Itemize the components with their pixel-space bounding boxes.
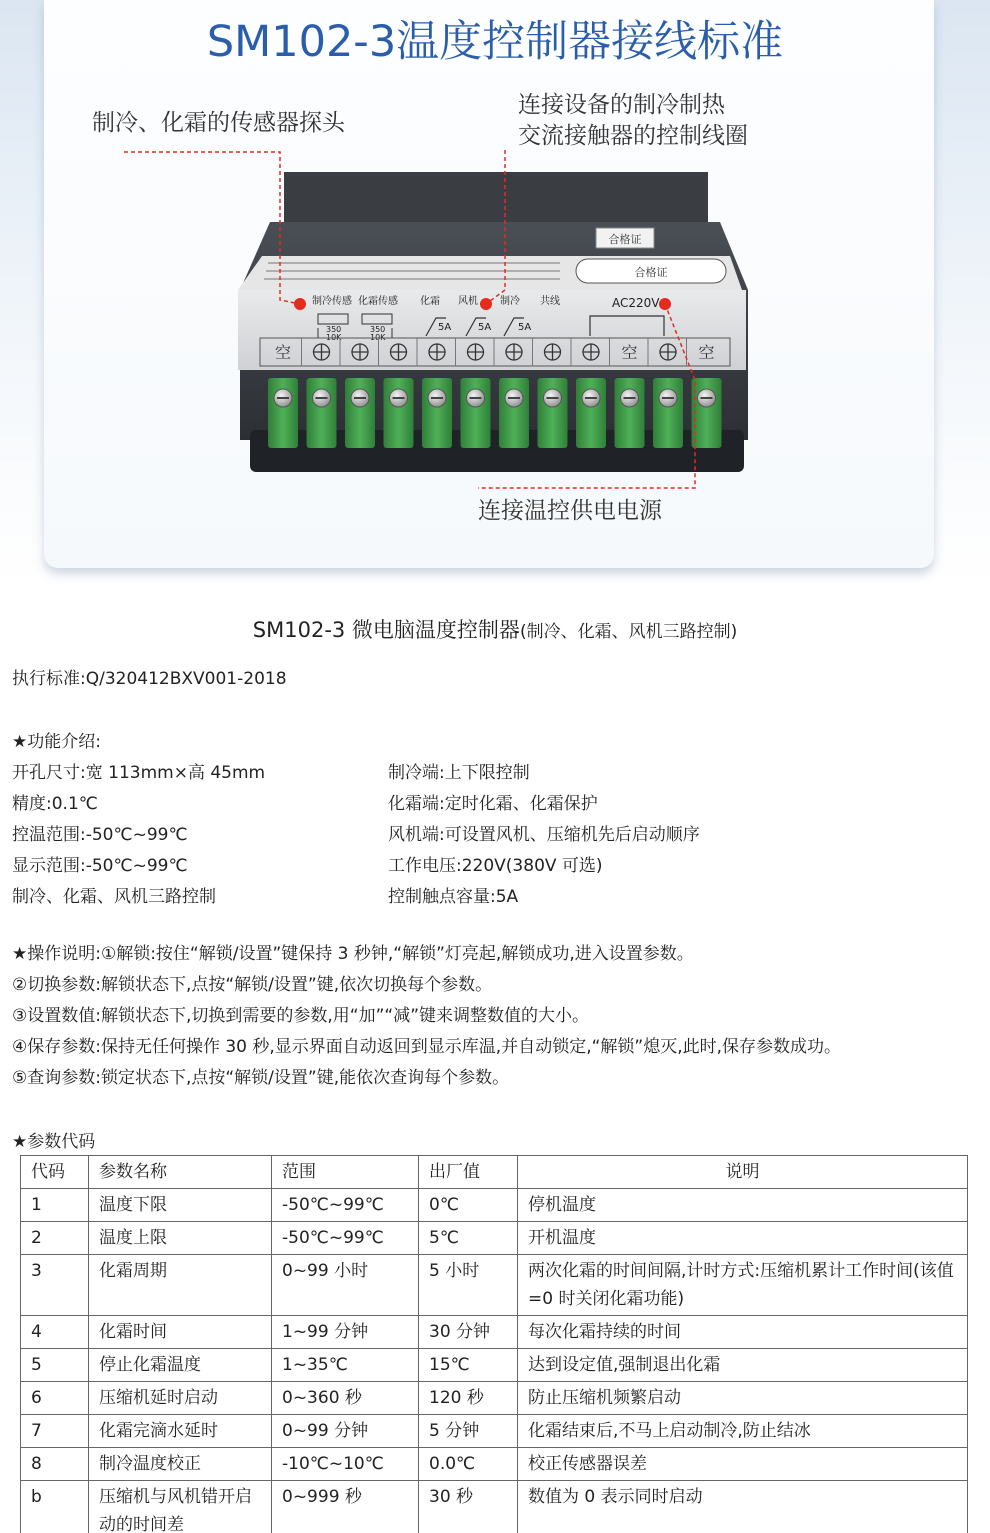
rating-defrost: 5A (438, 322, 452, 333)
cell-name: 停止化霜温度 (89, 1349, 272, 1382)
screw-terminal (307, 378, 337, 448)
cell-name: 压缩机与风机错开启动的时间差 (89, 1481, 272, 1533)
operation-step-1: ★操作说明:①解锁:按住“解锁/设置”键保持 3 秒钟,“解锁”灯亮起,解锁成功,进入设置参数。 (12, 944, 694, 964)
label-ac220v: AC220V (612, 296, 660, 310)
feature-left-4: 制冷、化霜、风机三路控制 (12, 887, 216, 907)
table-row (21, 1382, 968, 1415)
label-common-line: 共线 (540, 296, 560, 307)
housing-top (284, 172, 708, 222)
cell-description: 数值为 0 表示同时启动 (518, 1481, 968, 1533)
screw-terminal (422, 378, 452, 448)
callout-coil-line1: 连接设备的制冷制热 (518, 92, 725, 118)
cell-code: 5 (21, 1349, 89, 1382)
table-row (21, 1448, 968, 1481)
screw-terminal (576, 378, 606, 448)
cell-description: 达到设定值,强制退出化霜 (518, 1349, 968, 1382)
cell-default: 30 分钟 (419, 1316, 518, 1349)
res1-value-a: 350 (326, 325, 342, 334)
table-row (21, 1481, 968, 1533)
cell-description: 防止压缩机频繁启动 (518, 1382, 968, 1415)
table-row (21, 1415, 968, 1448)
res2-value-a: 350 (370, 325, 386, 334)
table-row (21, 1189, 968, 1222)
cert-tag-text: 合格证 (608, 233, 642, 246)
operation-step-2: ②切换参数:解锁状态下,点按“解锁/设置”键,依次切换每个参数。 (12, 975, 493, 995)
qc-oval-text: 合格证 (634, 266, 668, 279)
cell-range: -50℃~99℃ (272, 1222, 419, 1255)
cell-description: 停机温度 (518, 1189, 968, 1222)
table-header-row (21, 1156, 968, 1189)
cell-code: 8 (21, 1448, 89, 1481)
label-defrost-relay: 化霜 (420, 296, 440, 307)
feature-right-1: 化霜端:定时化霜、化霜保护 (388, 794, 598, 814)
cell-description: 开机温度 (518, 1222, 968, 1255)
screw-terminal (538, 378, 568, 448)
cell-name: 化霜时间 (89, 1316, 272, 1349)
operation-step-4: ④保存参数:保持无任何操作 30 秒,显示界面自动返回到显示库温,并自动锁定,“解锁”熄灭,此时,保存参数成功。 (12, 1037, 842, 1057)
label-fan-relay: 风机 (458, 296, 478, 307)
res1-value-b: 10K (326, 333, 342, 342)
screw-terminal (268, 378, 298, 448)
label-cooling-sensor: 制冷传感 (312, 296, 352, 307)
operation-instructions (12, 939, 978, 1094)
cell-description: 化霜结束后,不马上启动制冷,防止结冰 (518, 1415, 968, 1448)
cell-default: 0℃ (419, 1189, 518, 1222)
cell-description: 两次化霜的时间间隔,计时方式:压缩机累计工作时间(该值=0 时关闭化霜功能) (518, 1255, 968, 1316)
cell-name: 化霜完滴水延时 (89, 1415, 272, 1448)
table-row (21, 1316, 968, 1349)
screw-terminal (384, 378, 414, 448)
cell-default: 15℃ (419, 1349, 518, 1382)
cell-code: 2 (21, 1222, 89, 1255)
params-heading: ★参数代码 (12, 1132, 96, 1152)
cell-default: 30 秒 (419, 1481, 518, 1533)
cell-range: 1~99 分钟 (272, 1316, 419, 1349)
callout-coil-line2: 交流接触器的控制线圈 (518, 123, 748, 149)
operation-step-5: ⑤查询参数:锁定状态下,点按“解锁/设置”键,能依次查询每个参数。 (12, 1068, 510, 1088)
product-title-sub: (制冷、化霜、风机三路控制) (519, 622, 738, 642)
feature-left-1: 精度:0.1℃ (12, 794, 98, 814)
cell-code: 3 (21, 1255, 89, 1316)
table-row (21, 1349, 968, 1382)
feature-left-3: 显示范围:-50℃~99℃ (12, 856, 188, 876)
banner-title: SM102-3温度控制器接线标准 (206, 17, 784, 67)
cell-range: 0~99 小时 (272, 1255, 419, 1316)
cell-default: 0.0℃ (419, 1448, 518, 1481)
cell-default: 120 秒 (419, 1382, 518, 1415)
terminal-empty-label: 空 (621, 343, 638, 362)
cell-name: 温度下限 (89, 1189, 272, 1222)
feature-left-0: 开孔尺寸:宽 113mm×高 45mm (12, 763, 266, 783)
product-title-main: SM102-3 微电脑温度控制器 (252, 618, 520, 642)
cell-name: 压缩机延时启动 (89, 1382, 272, 1415)
screw-terminal (461, 378, 491, 448)
header-description: 说明 (518, 1156, 968, 1189)
cell-range: 0~360 秒 (272, 1382, 419, 1415)
res2-value-b: 10K (370, 333, 386, 342)
cell-range: -50℃~99℃ (272, 1189, 419, 1222)
operation-step-3: ③设置数值:解锁状态下,切换到需要的参数,用“加”“减”键来调整数值的大小。 (12, 1006, 590, 1026)
screw-terminal (692, 378, 722, 448)
feature-left-2: 控温范围:-50℃~99℃ (12, 825, 188, 845)
screw-terminal (345, 378, 375, 448)
cell-default: 5 分钟 (419, 1415, 518, 1448)
controller-device-illustration (0, 0, 990, 585)
cell-name: 制冷温度校正 (89, 1448, 272, 1481)
header-code: 代码 (21, 1156, 89, 1189)
cell-default: 5 小时 (419, 1255, 518, 1316)
cell-name: 温度上限 (89, 1222, 272, 1255)
cell-default: 5℃ (419, 1222, 518, 1255)
cell-range: 0~999 秒 (272, 1481, 419, 1533)
product-title (0, 614, 990, 644)
feature-right-0: 制冷端:上下限控制 (388, 763, 530, 783)
cell-code: 6 (21, 1382, 89, 1415)
header-default: 出厂值 (419, 1156, 518, 1189)
cell-code: 7 (21, 1415, 89, 1448)
rating-fan: 5A (478, 322, 492, 333)
table-body (21, 1189, 968, 1533)
label-defrost-sensor: 化霜传感 (358, 296, 398, 307)
cell-range: -10℃~10℃ (272, 1448, 419, 1481)
parameter-table (20, 1155, 968, 1533)
features-heading: ★功能介绍: (12, 732, 101, 752)
screw-terminal (615, 378, 645, 448)
cell-range: 0~99 分钟 (272, 1415, 419, 1448)
standard-line: 执行标准:Q/320412BXV001-2018 (12, 669, 287, 689)
cell-description: 每次化霜持续的时间 (518, 1316, 968, 1349)
cell-range: 1~35℃ (272, 1349, 419, 1382)
screw-terminal (653, 378, 683, 448)
callout-power-supply: 连接温控供电电源 (478, 498, 662, 524)
cell-code: 1 (21, 1189, 89, 1222)
screw-terminal (499, 378, 529, 448)
terminal-empty-label: 空 (274, 343, 292, 362)
cell-code: 4 (21, 1316, 89, 1349)
cell-description: 校正传感器误差 (518, 1448, 968, 1481)
feature-right-4: 控制触点容量:5A (388, 887, 519, 907)
cell-code: b (21, 1481, 89, 1533)
feature-right-2: 风机端:可设置风机、压缩机先后启动顺序 (388, 825, 700, 845)
table-row (21, 1222, 968, 1255)
header-range: 范围 (272, 1156, 419, 1189)
rating-cool: 5A (518, 322, 532, 333)
cell-name: 化霜周期 (89, 1255, 272, 1316)
header-name: 参数名称 (89, 1156, 272, 1189)
feature-right-3: 工作电压:220V(380V 可选) (388, 856, 603, 876)
table-row (21, 1255, 968, 1316)
callout-sensor-probe: 制冷、化霜的传感器探头 (92, 110, 345, 136)
label-cooling-relay: 制冷 (500, 296, 520, 307)
terminal-empty-label: 空 (698, 343, 715, 362)
